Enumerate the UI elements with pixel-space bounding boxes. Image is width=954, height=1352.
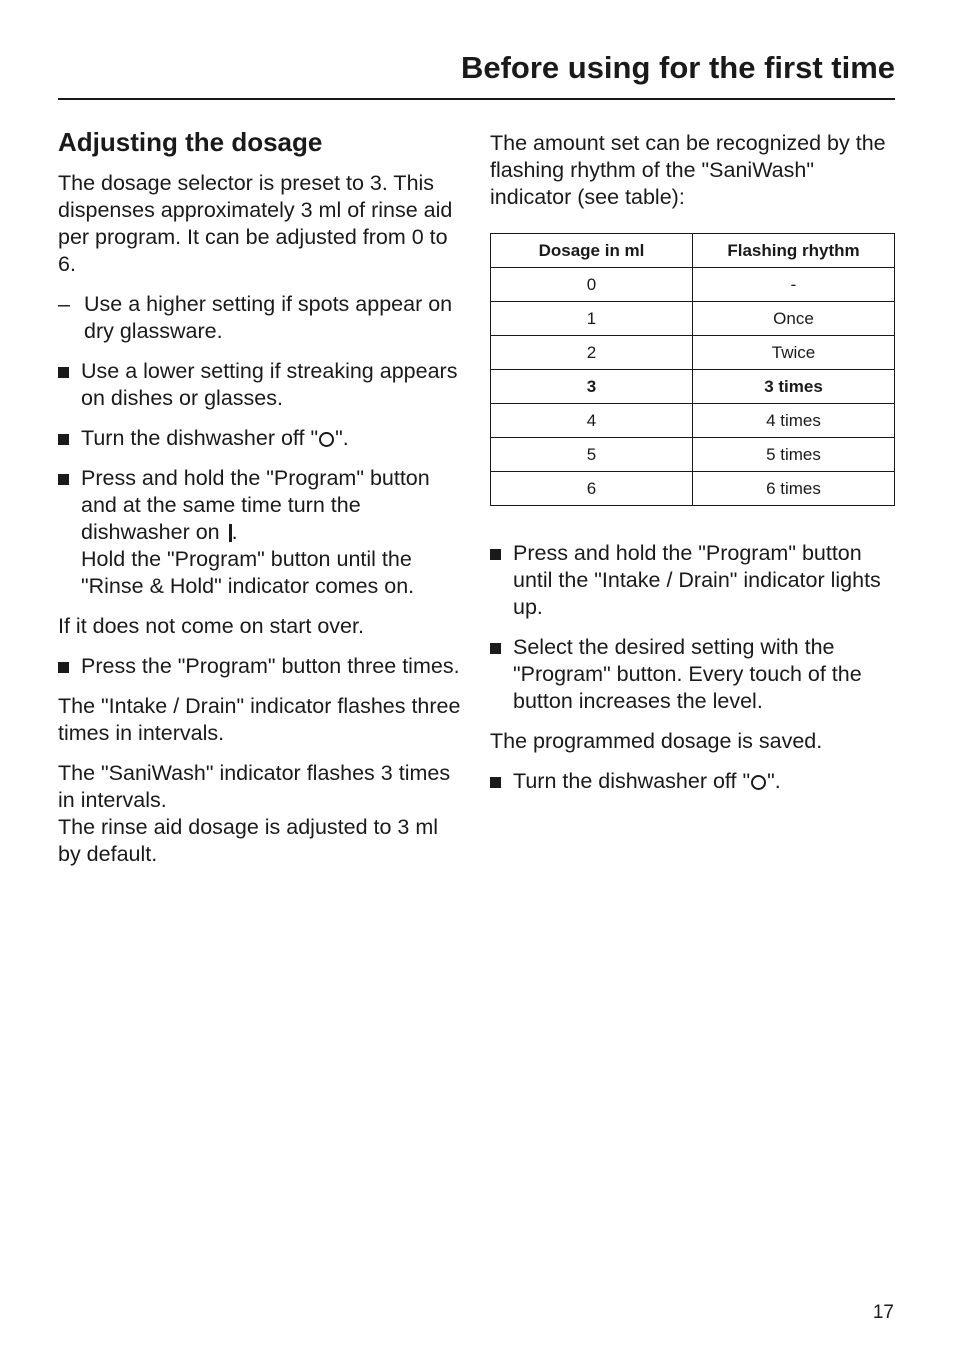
step-turn-off: [58, 425, 462, 452]
step-text: Use a lower setting if streaking appears on dishes or glasses.: [81, 359, 458, 410]
dosage-cell: 4: [491, 404, 693, 438]
dosage-table: [490, 233, 895, 506]
rhythm-cell: 5 times: [693, 438, 895, 472]
step-text-after: ".: [335, 426, 349, 450]
step-text-after: ".: [767, 769, 781, 793]
header-divider: [58, 98, 895, 100]
table-row: [491, 336, 895, 370]
bullet-square-icon: [490, 549, 501, 560]
table-row-default: [491, 370, 895, 404]
rhythm-cell: -: [693, 268, 895, 302]
power-off-icon: [319, 432, 334, 447]
table-intro: The amount set can be recognized by the flashing rhythm of the "SaniWash" indicator (see table):: [490, 131, 886, 209]
rhythm-cell: 3 times: [693, 370, 895, 404]
saniwash-flash-text: The "SaniWash" indicator flashes 3 times in intervals.: [58, 761, 451, 812]
dosage-cell: 6: [491, 472, 693, 506]
dosage-cell: 5: [491, 438, 693, 472]
dash-item: [58, 291, 462, 345]
rhythm-cell: Once: [693, 302, 895, 336]
dosage-cell: 1: [491, 302, 693, 336]
page-title: Before using for the first time: [460, 50, 895, 85]
column-header-rhythm: Flashing rhythm: [693, 234, 895, 268]
table-row: [491, 472, 895, 506]
saniwash-note: [58, 760, 462, 868]
dosage-cell: 0: [491, 268, 693, 302]
table-header-row: [491, 234, 895, 268]
intake-drain-note: The "Intake / Drain" indicator flashes three times in intervals.: [58, 694, 461, 745]
intro-paragraph: The dosage selector is preset to 3. This dispenses approximately 3 ml of rinse aid per program. It can be adjusted from 0 to 6.: [58, 171, 453, 276]
rhythm-cell: Twice: [693, 336, 895, 370]
left-column: [58, 127, 462, 881]
bullet-square-icon: [58, 474, 69, 485]
step-text-before: Turn the dishwasher off ": [513, 769, 751, 793]
step-press-hold-program: [58, 465, 462, 600]
table-row: [491, 438, 895, 472]
step-text-before: Turn the dishwasher off ": [81, 426, 319, 450]
step-hold-program: [490, 540, 895, 621]
table-row: [491, 268, 895, 302]
step-text-after: .: [231, 520, 238, 544]
step-press-three-times: [58, 653, 462, 680]
step-text: Press and hold the "Program" button until the "Intake / Drain" indicator lights up.: [513, 541, 881, 619]
step-text: Select the desired setting with the "Program" button. Every touch of the button increases the level.: [513, 635, 862, 713]
step-text-continued: Hold the "Program" button until the "Rinse & Hold" indicator comes on.: [81, 547, 415, 598]
default-dosage-text: The rinse aid dosage is adjusted to 3 ml by default.: [58, 815, 439, 866]
dosage-cell: 3: [491, 370, 693, 404]
start-over-note: If it does not come on start over.: [58, 614, 364, 638]
bullet-square-icon: [58, 434, 69, 445]
dash-marker: –: [58, 292, 70, 316]
step-text: Press the "Program" button three times.: [81, 654, 460, 678]
rhythm-cell: 4 times: [693, 404, 895, 438]
rhythm-cell: 6 times: [693, 472, 895, 506]
page-number: 17: [872, 1302, 894, 1323]
table-row: [491, 404, 895, 438]
table-row: [491, 302, 895, 336]
bullet-square-icon: [490, 777, 501, 788]
power-off-icon: [751, 775, 766, 790]
step-select-setting: [490, 634, 895, 715]
column-header-dosage: Dosage in ml: [491, 234, 693, 268]
section-heading: Adjusting the dosage: [58, 127, 323, 157]
bullet-square-icon: [58, 367, 69, 378]
bullet-square-icon: [58, 662, 69, 673]
step-text: Press and hold the "Program" button and at the same time turn the dishwasher on: [81, 466, 430, 544]
dosage-cell: 2: [491, 336, 693, 370]
step-turn-off-final: [490, 768, 895, 795]
right-column: [490, 130, 895, 808]
saved-note: The programmed dosage is saved.: [490, 729, 823, 753]
power-on-icon: [229, 524, 232, 542]
step-lower-setting: [58, 358, 462, 412]
dash-item-text: Use a higher setting if spots appear on dry glassware.: [84, 292, 453, 343]
bullet-square-icon: [490, 643, 501, 654]
